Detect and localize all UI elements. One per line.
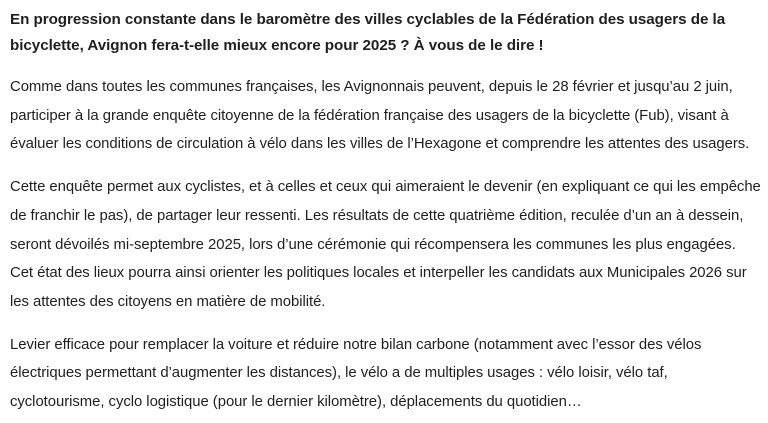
article-paragraph: Cette enquête permet aux cyclistes, et à celles et ceux qui aimeraient le devenir (en expliquant ce qui les empêche de franchir le pas), de partager leur ressenti. Les résultats de cette quatrième édition, reculée d’un an à dessein, seront dévoilés mi-septembre 2025, lors d’une cérémonie qui récompensera les communes les plus engagées. Cet état des lieux pourra ainsi orienter les politiques locales et interpeller les candidats aux Municipales 2026 sur les attentes des citoyens en matière de mobilité. — [10, 179, 761, 310]
article-body — [10, 7, 762, 417]
article-paragraph: Levier efficace pour remplacer la voiture et réduire notre bilan carbone (notamment avec l’essor des vélos électriques permettant d’augmenter les distances), le vélo a de multiples usages : vélo loisir, vélo taf, cyclotourisme, cyclo logistique (pour le dernier kilomètre), déplacements du quotidien… — [10, 336, 702, 411]
article-paragraph: Comme dans toutes les communes françaises, les Avignonnais peuvent, depuis le 28 février et jusqu’au 2 juin, participer à la grande enquête citoyenne de la fédération française des usagers de la bicyclette (Fub), visant à évaluer les conditions de circulation à vélo dans les villes de l’Hexagone et comprendre les attentes des usagers. — [10, 79, 750, 153]
article-lede: En progression constante dans le baromètre des villes cyclables de la Fédération des usagers de la bicyclette, Avignon fera-t-elle mieux encore pour 2025 ? À vous de le dire ! — [10, 11, 726, 54]
